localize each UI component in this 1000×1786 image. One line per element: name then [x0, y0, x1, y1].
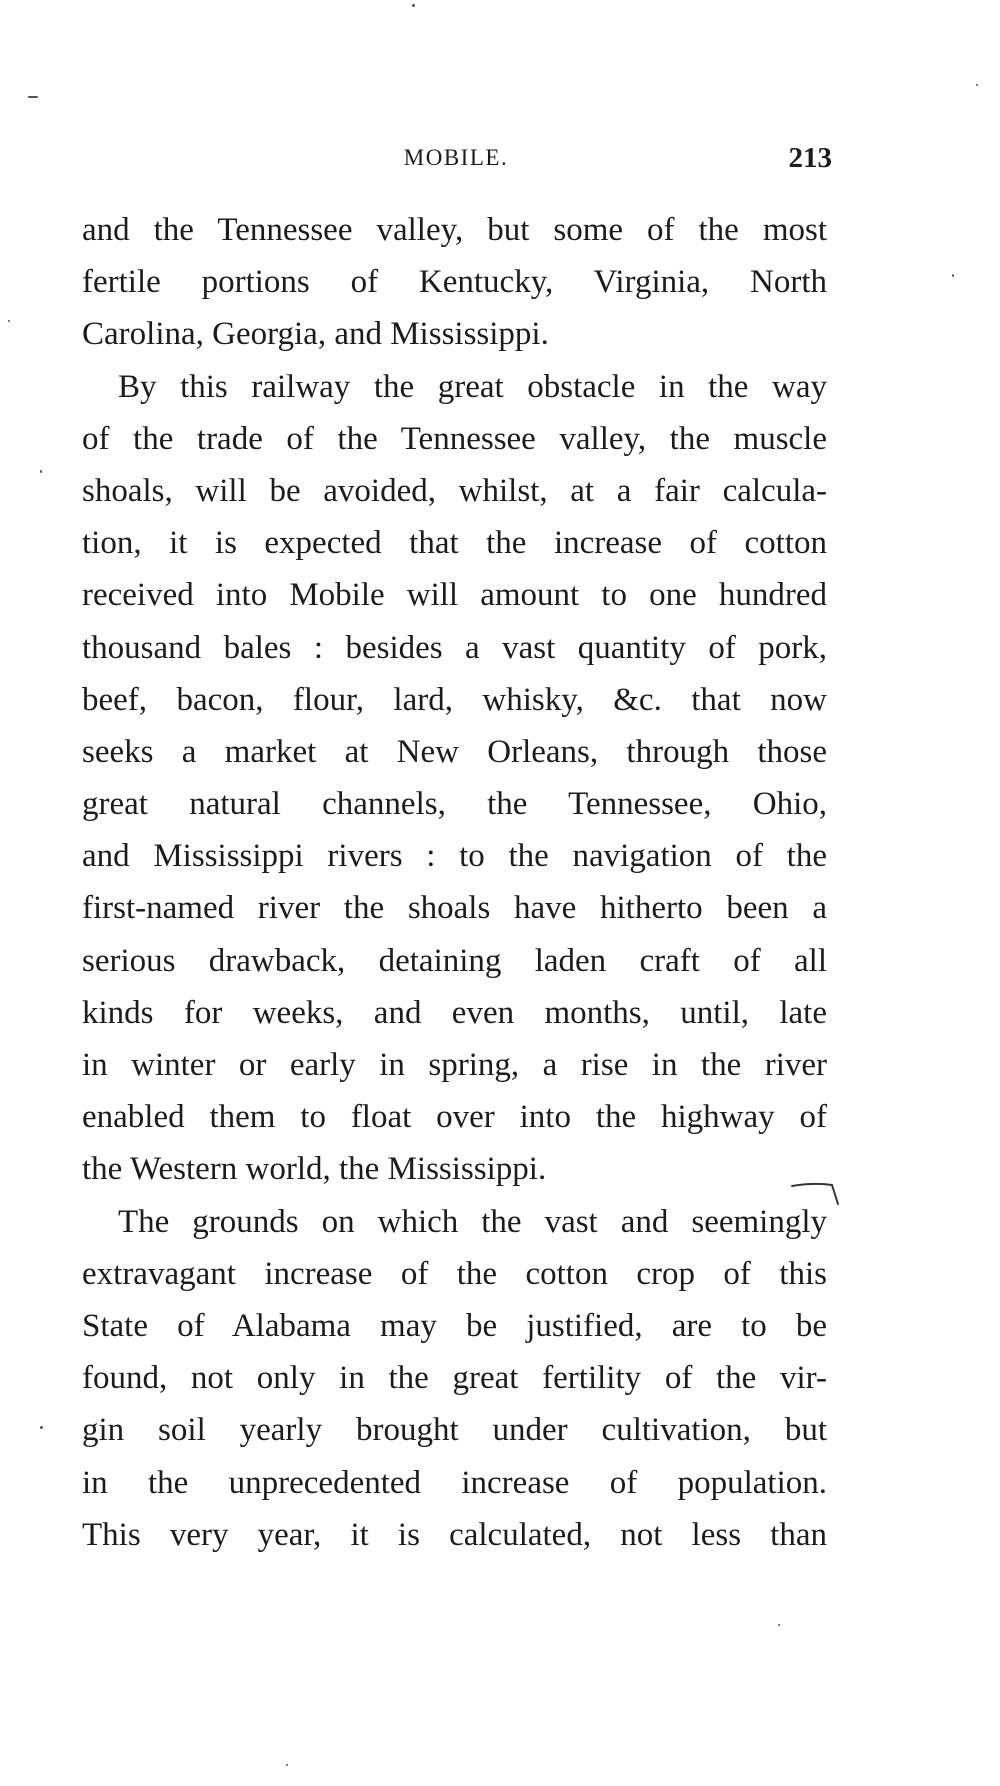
running-head: MOBILE. [403, 145, 509, 170]
text-line: found, not only in the great fertility of the vir- [82, 1360, 827, 1397]
text-line: and Mississippi rivers : to the navigation of the [82, 838, 827, 875]
scan-speck [8, 320, 10, 322]
pencil-mark-icon [790, 1178, 850, 1218]
scan-speck [286, 1764, 288, 1766]
text-line: received into Mobile will amount to one hundred [82, 577, 827, 614]
text-line: extravagant increase of the cotton crop of this [82, 1255, 827, 1292]
body-text [82, 204, 827, 1561]
scan-speck [778, 1624, 780, 1626]
text-line: of the trade of the Tennessee valley, the muscle [82, 420, 827, 457]
paragraph-1 [82, 204, 827, 361]
text-line: State of Alabama may be justified, are to be [82, 1307, 827, 1344]
text-line: This very year, it is calculated, not less than [82, 1516, 827, 1553]
text-line: tion, it is expected that the increase of cotton [82, 525, 827, 562]
text-line: first-named river the shoals have hitherto been a [82, 890, 827, 927]
scan-speck [952, 274, 954, 277]
text-line: gin soil yearly brought under cultivation, but [82, 1412, 827, 1449]
text-line: and the Tennessee valley, but some of the most [82, 212, 827, 248]
text-line: The grounds on which the vast and seemingly [118, 1203, 827, 1240]
text-line: fertile portions of Kentucky, Virginia, North [82, 264, 827, 301]
text-line: By this railway the great obstacle in the way [118, 368, 827, 405]
text-line: enabled them to float over into the highway of [82, 1099, 827, 1136]
scan-speck [976, 84, 978, 86]
paragraph-2 [82, 361, 827, 1196]
text-line: seeks a market at New Orleans, through those [82, 733, 827, 770]
text-line: in the unprecedented increase of population. [82, 1464, 827, 1501]
text-line: shoals, will be avoided, whilst, at a fair calcula- [82, 472, 827, 509]
page-header [80, 138, 832, 178]
text-line: beef, bacon, flour, lard, whisky, &c. that now [82, 681, 827, 718]
text-line: the Western world, the Mississippi. [82, 1151, 547, 1188]
text-line: Carolina, Georgia, and Mississippi. [82, 316, 549, 353]
text-line: serious drawback, detaining laden craft of all [82, 942, 827, 979]
paragraph-3 [82, 1196, 827, 1561]
text-line: kinds for weeks, and even months, until, late [82, 994, 827, 1031]
text-line: great natural channels, the Tennessee, Ohio, [82, 786, 827, 823]
page-number: 213 [788, 142, 832, 174]
scan-speck [412, 4, 415, 7]
text-line: in winter or early in spring, a rise in the river [82, 1047, 827, 1083]
scan-speck [28, 96, 38, 98]
scan-speck [40, 470, 42, 473]
scan-speck [40, 1426, 43, 1429]
text-line: thousand bales : besides a vast quantity of pork, [82, 629, 827, 666]
